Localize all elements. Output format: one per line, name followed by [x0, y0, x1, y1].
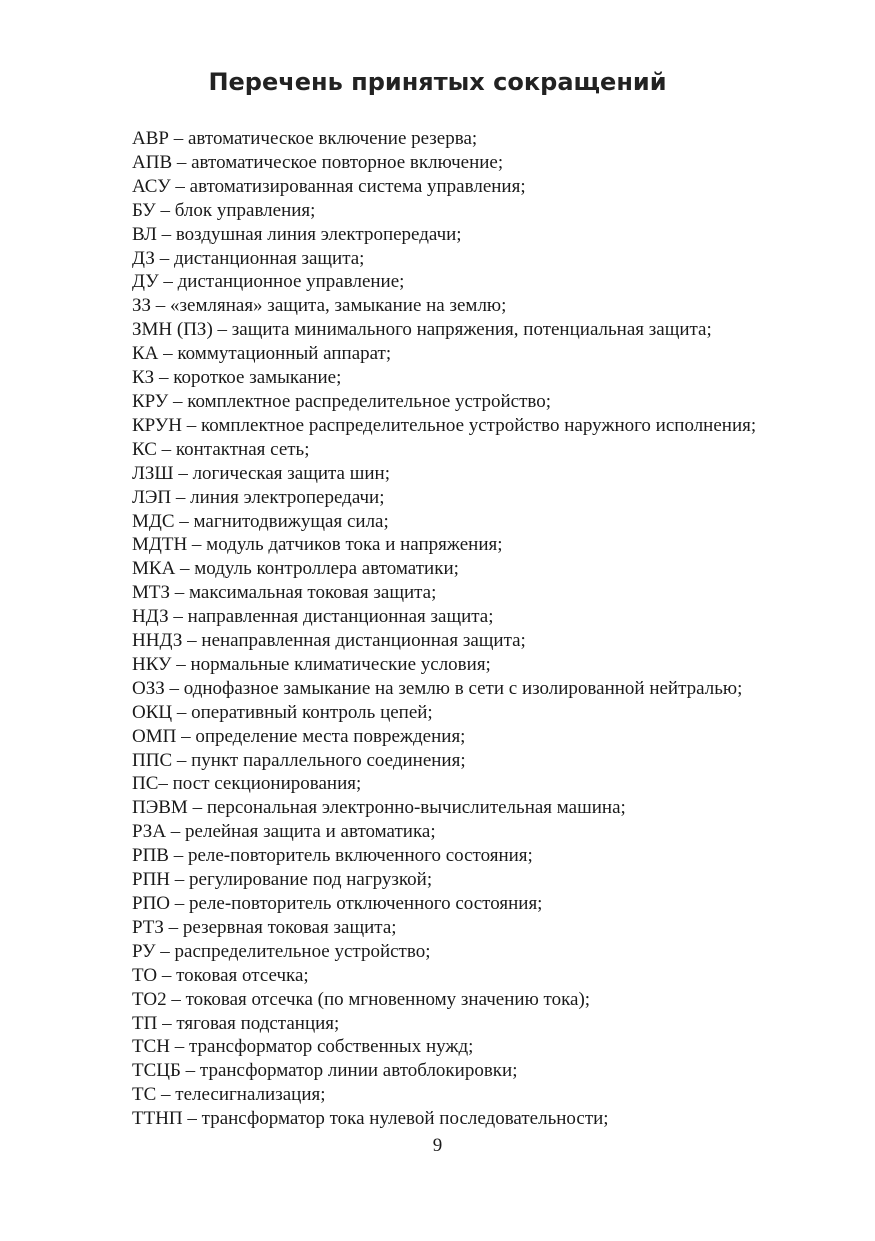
abbreviation-item: ДЗ – дистанционная защита;: [132, 247, 365, 269]
abbreviation-item: ТП – тяговая подстанция;: [132, 1012, 340, 1034]
abbreviation-item: КРУН – комплектное распределительное устройство наружного исполнения;: [132, 414, 757, 436]
abbreviation-item: ЛЗШ – логическая защита шин;: [132, 462, 390, 484]
abbreviation-item: АПВ – автоматическое повторное включение;: [132, 151, 504, 173]
abbreviation-item: НДЗ – направленная дистанционная защита;: [132, 606, 494, 628]
abbreviation-item: ТО2 – токовая отсечка (по мгновенному значению тока);: [132, 988, 591, 1010]
abbreviation-item: ВЛ – воздушная линия электропередачи;: [132, 223, 462, 245]
abbreviation-item: КА – коммутационный аппарат;: [132, 343, 392, 365]
abbreviation-item: ТСН – трансформатор собственных нужд;: [132, 1036, 474, 1058]
abbreviation-item: ТСЦБ – трансформатор линии автоблокировки;: [132, 1060, 518, 1082]
abbreviation-item: БУ – блок управления;: [132, 199, 316, 221]
abbreviation-item: ОКЦ – оперативный контроль цепей;: [132, 701, 433, 723]
abbreviation-item: ОМП – определение места повреждения;: [132, 725, 466, 747]
abbreviation-item: ТТНП – трансформатор тока нулевой последовательности;: [132, 1108, 609, 1130]
page-title: Перечень принятых сокращений: [208, 68, 667, 96]
abbreviation-item: РПО – реле-повторитель отключенного состояния;: [132, 893, 543, 914]
abbreviation-item: КРУ – комплектное распределительное устройство;: [132, 390, 552, 412]
abbreviation-item: РТЗ – резервная токовая защита;: [132, 916, 397, 938]
abbreviation-item: ПЭВМ – персональная электронно-вычислительная машина;: [132, 797, 626, 819]
abbreviation-item: РУ – распределительное устройство;: [132, 940, 431, 962]
abbreviation-item: МКА – модуль контроллера автоматики;: [132, 558, 459, 580]
abbreviation-item: МДС – магнитодвижущая сила;: [132, 510, 389, 532]
abbreviation-item: ЗЗ – «земляная» защита, замыкание на землю;: [132, 295, 507, 317]
abbreviation-item: ППС – пункт параллельного соединения;: [132, 749, 466, 771]
abbreviation-item: ЛЭП – линия электропередачи;: [132, 486, 385, 508]
abbreviation-item: ТС – телесигнализация;: [132, 1084, 326, 1106]
abbreviation-item: РЗА – релейная защита и автоматика;: [132, 821, 436, 843]
abbreviation-item: МДТН – модуль датчиков тока и напряжения;: [132, 534, 503, 556]
abbreviation-item: ННДЗ – ненаправленная дистанционная защита;: [132, 630, 526, 652]
abbreviation-item: ТО – токовая отсечка;: [132, 964, 309, 986]
abbreviation-item: НКУ – нормальные климатические условия;: [132, 653, 491, 675]
page-number: 9: [432, 1135, 443, 1156]
abbreviation-item: КЗ – короткое замыкание;: [132, 367, 342, 389]
abbreviation-item: ОЗЗ – однофазное замыкание на землю в сети с изолированной нейтралью;: [132, 677, 743, 699]
abbreviation-item: КС – контактная сеть;: [132, 438, 310, 460]
abbreviation-item: АСУ – автоматизированная система управления;: [132, 175, 526, 197]
abbreviation-item: ЗМН (ПЗ) – защита минимального напряжения, потенциальная защита;: [132, 319, 712, 341]
abbreviation-item: МТЗ – максимальная токовая защита;: [132, 582, 437, 604]
abbreviation-item: ПС– пост секционирования;: [132, 773, 362, 795]
abbreviation-item: ДУ – дистанционное управление;: [132, 271, 405, 293]
abbreviation-list: [132, 127, 832, 1131]
abbreviation-item: АВР – автоматическое включение резерва;: [132, 128, 478, 149]
abbreviation-item: РПН – регулирование под нагрузкой;: [132, 869, 433, 891]
abbreviation-item: РПВ – реле-повторитель включенного состояния;: [132, 845, 533, 867]
